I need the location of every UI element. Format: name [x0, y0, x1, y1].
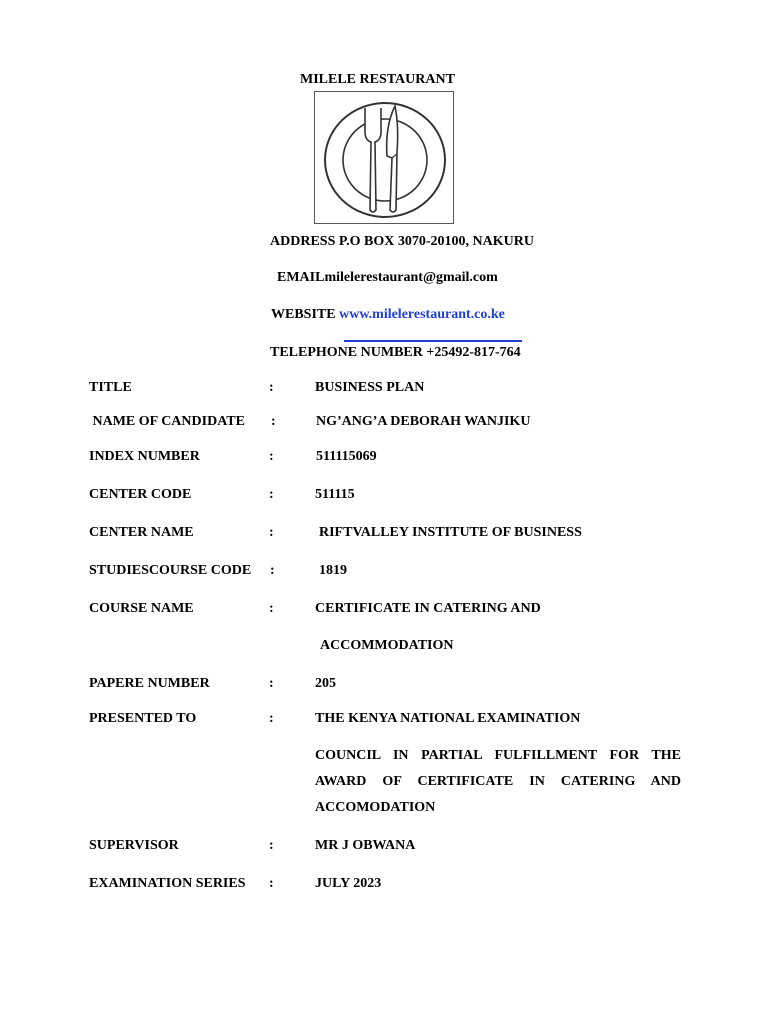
row-label-examination-series: EXAMINATION SERIES [89, 876, 246, 891]
row-value-center-code: 511115 [315, 487, 355, 502]
row-label-supervisor: SUPERVISOR [89, 838, 179, 853]
website-label: WEBSITE [271, 307, 340, 322]
row-colon: : [271, 414, 276, 429]
address-line: ADDRESS P.O BOX 3070-20100, NAKURU [270, 234, 534, 249]
row-label-candidate: NAME OF CANDIDATE [89, 414, 245, 429]
row-value-title: BUSINESS PLAN [315, 380, 425, 395]
row-colon: : [269, 525, 274, 540]
restaurant-logo [314, 91, 454, 224]
row-value-course-name: CERTIFICATE IN CATERING AND [315, 601, 541, 616]
row-label-presented-to: PRESENTED TO [89, 711, 197, 726]
row-value-examination-series: JULY 2023 [315, 876, 382, 891]
telephone-line: TELEPHONE NUMBER +25492-817-764 [270, 345, 521, 360]
row-label-paper-number: PAPERE NUMBER [89, 676, 210, 691]
row-colon: : [269, 380, 274, 395]
row-label-course-code: STUDIESCOURSE CODE [89, 563, 252, 578]
row-label-center-code: CENTER CODE [89, 487, 192, 502]
row-colon: : [269, 711, 274, 726]
row-label-title: TITLE [89, 380, 132, 395]
row-value-index-number: 511115069 [316, 449, 377, 464]
row-label-index-number: INDEX NUMBER [89, 449, 200, 464]
row-colon: : [269, 601, 274, 616]
row-value-course-name-cont: ACCOMMODATION [320, 638, 454, 653]
plate-fork-knife-icon [315, 92, 455, 225]
row-colon: : [270, 563, 275, 578]
restaurant-name: MILELE RESTAURANT [300, 72, 455, 87]
row-value-course-code: 1819 [319, 563, 347, 578]
row-colon: : [269, 487, 274, 502]
website-link[interactable]: www.milelerestaurant.co.ke [339, 307, 505, 322]
row-value-presented-to: THE KENYA NATIONAL EXAMINATION [315, 711, 581, 726]
row-colon: : [269, 676, 274, 691]
email-line: EMAILmilelerestaurant@gmail.com [277, 270, 498, 285]
row-value-candidate: NG’ANG’A DEBORAH WANJIKU [316, 414, 531, 429]
website-underline [344, 340, 522, 342]
row-colon: : [269, 449, 274, 464]
row-value-center-name: RIFTVALLEY INSTITUTE OF BUSINESS [319, 525, 582, 540]
website-line [271, 307, 505, 323]
row-value-paper-number: 205 [315, 676, 336, 691]
row-value-supervisor: MR J OBWANA [315, 838, 416, 853]
row-label-course-name: COURSE NAME [89, 601, 194, 616]
row-colon: : [269, 838, 274, 853]
row-colon: : [269, 876, 274, 891]
row-value-presented-to-cont: COUNCIL IN PARTIAL FULFILLMENT FOR THE AWARD OF CERTIFICATE IN CATERING AND ACCOMODATION [315, 748, 681, 815]
row-label-center-name: CENTER NAME [89, 525, 194, 540]
